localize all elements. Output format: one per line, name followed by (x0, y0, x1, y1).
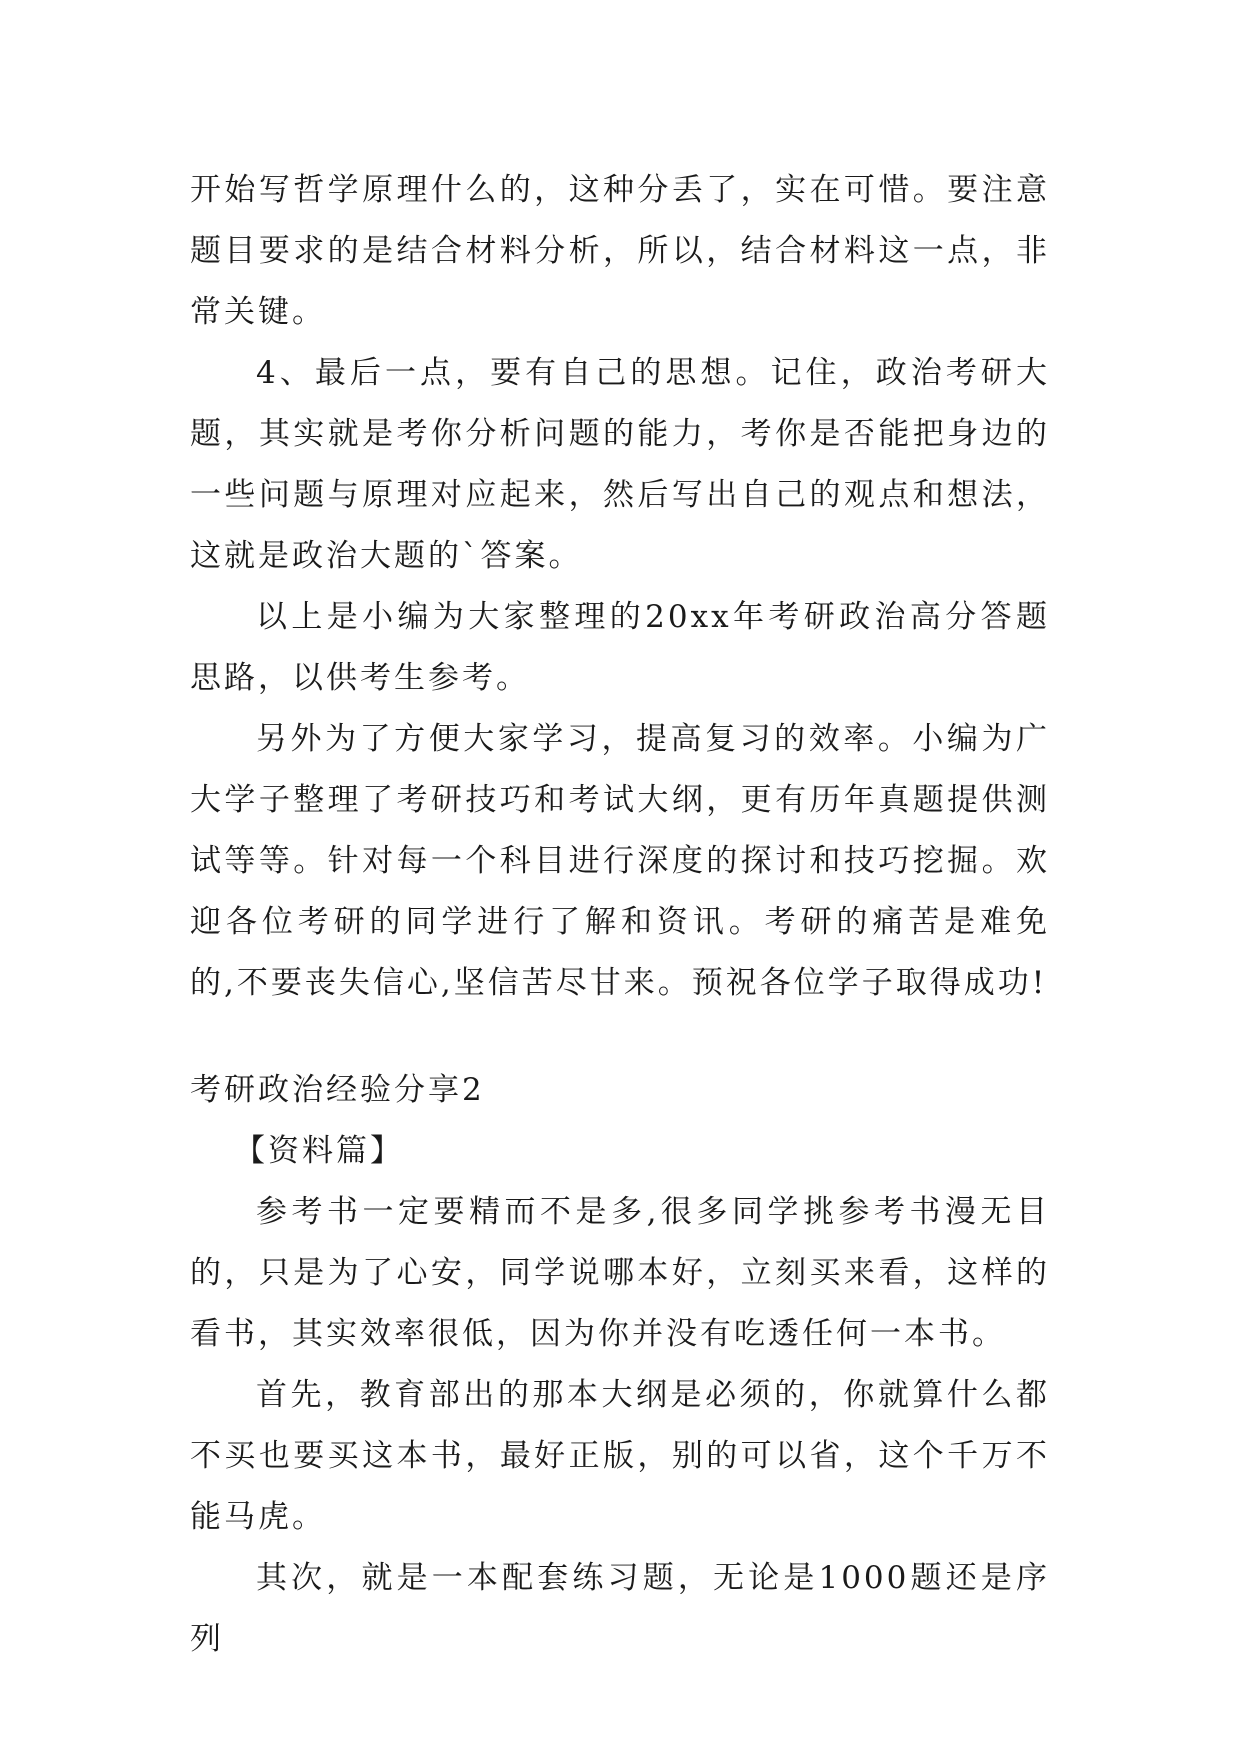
paragraph: 4、最后一点，要有自己的思想。记住，政治考研大题，其实就是考你分析问题的能力，考你是否能把身边的一些问题与原理对应起来，然后写出自己的观点和想法，这就是政治大题的`答案。 (190, 355, 1050, 574)
paragraph: 首先，教育部出的那本大纲是必须的，你就算什么都不买也要买这本书，最好正版，别的可以省，这个千万不能马虎。 (190, 1377, 1050, 1535)
paragraph: 开始写哲学原理什么的，这种分丢了，实在可惜。要注意题目要求的是结合材料分析，所以，结合材料这一点，非常关键。 (190, 172, 1050, 330)
paragraph: 其次，就是一本配套练习题，无论是1000题还是序列 (190, 1560, 1050, 1657)
paragraph: 以上是小编为大家整理的20xx年考研政治高分答题思路，以供考生参考。 (190, 599, 1050, 696)
section-heading: 考研政治经验分享2 (190, 1072, 485, 1108)
subheading: 【资料篇】 (234, 1133, 404, 1169)
document-body (190, 160, 1050, 1670)
paragraph: 参考书一定要精而不是多,很多同学挑参考书漫无目的，只是为了心安，同学说哪本好，立刻买来看，这样的看书，其实效率很低，因为你并没有吃透任何一本书。 (190, 1194, 1050, 1352)
paragraph: 另外为了方便大家学习，提高复习的效率。小编为广大学子整理了考研技巧和考试大纲，更有历年真题提供测试等等。针对每一个科目进行深度的探讨和技巧挖掘。欢迎各位考研的同学进行了解和资讯。考研的痛苦是难免的,不要丧失信心,坚信苦尽甘来。预祝各位学子取得成功! (190, 721, 1050, 1001)
